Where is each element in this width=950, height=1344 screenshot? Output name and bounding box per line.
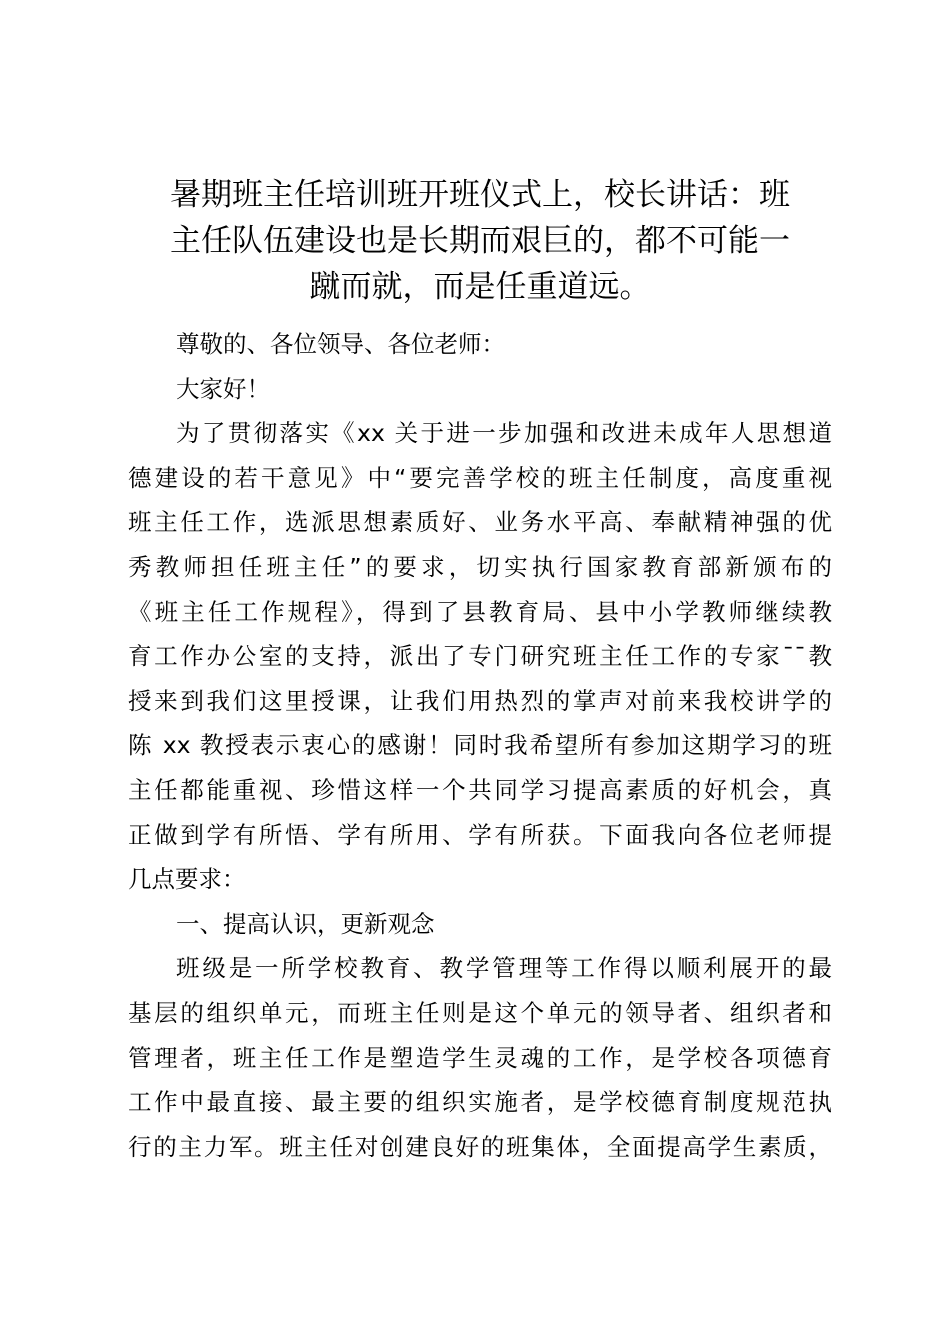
paragraph-line: 行的主力军。班主任对创建良好的班集体，全面提高学生素质，	[128, 1132, 832, 1161]
greeting: 大家好！	[176, 374, 270, 403]
section-heading: 一、提高认识，更新观念	[176, 909, 435, 938]
document-page	[128, 172, 832, 1169]
paragraph-line: 《班主任工作规程》，得到了县教育局、县中小学教师继续教	[128, 597, 832, 626]
paragraph-line: 班级是一所学校教育、教学管理等工作得以顺利展开的最	[176, 954, 832, 983]
document-title	[128, 172, 832, 310]
paragraph-2	[128, 946, 832, 1169]
paragraph-line: 陈 xx 教授表示衷心的感谢！同时我希望所有参加这期学习的班	[128, 731, 832, 760]
paragraph-line: 几点要求：	[128, 865, 246, 894]
paragraph-line: 班主任工作，选派思想素质好、业务水平高、奉献精神强的优	[128, 508, 832, 537]
paragraph-line: 育工作办公室的支持，派出了专门研究班主任工作的专家¯¯教	[128, 642, 832, 671]
document-body	[128, 322, 832, 1169]
paragraph-line: 工作中最直接、最主要的组织实施者，是学校德育制度规范执	[128, 1088, 832, 1117]
paragraph-line: 管理者，班主任工作是塑造学生灵魂的工作，是学校各项德育	[128, 1043, 832, 1072]
paragraph-line: 德建设的若干意见》中“要完善学校的班主任制度，高度重视	[128, 463, 832, 492]
title-line: 蹴而就，而是任重道远。	[309, 269, 651, 305]
paragraph-line: 基层的组织单元，而班主任则是这个单元的领导者、组织者和	[128, 998, 832, 1027]
paragraph-line: 主任都能重视、珍惜这样一个共同学习提高素质的好机会，真	[128, 775, 832, 804]
paragraph-line: 秀教师担任班主任”的要求，切实执行国家教育部新颁布的	[128, 552, 832, 581]
paragraph-line: 为了贯彻落实《xx 关于进一步加强和改进未成年人思想道	[176, 419, 832, 448]
paragraph-1	[128, 411, 832, 902]
paragraph-line: 正做到学有所悟、学有所用、学有所获。下面我向各位老师提	[128, 820, 832, 849]
salutation: 尊敬的、各位领导、各位老师：	[176, 330, 505, 358]
paragraph-line: 授来到我们这里授课，让我们用热烈的掌声对前来我校讲学的	[128, 686, 832, 715]
title-line: 暑期班主任培训班开班仪式上，校长讲话：班	[170, 177, 790, 213]
title-line: 主任队伍建设也是长期而艰巨的，都不可能一	[170, 223, 790, 259]
